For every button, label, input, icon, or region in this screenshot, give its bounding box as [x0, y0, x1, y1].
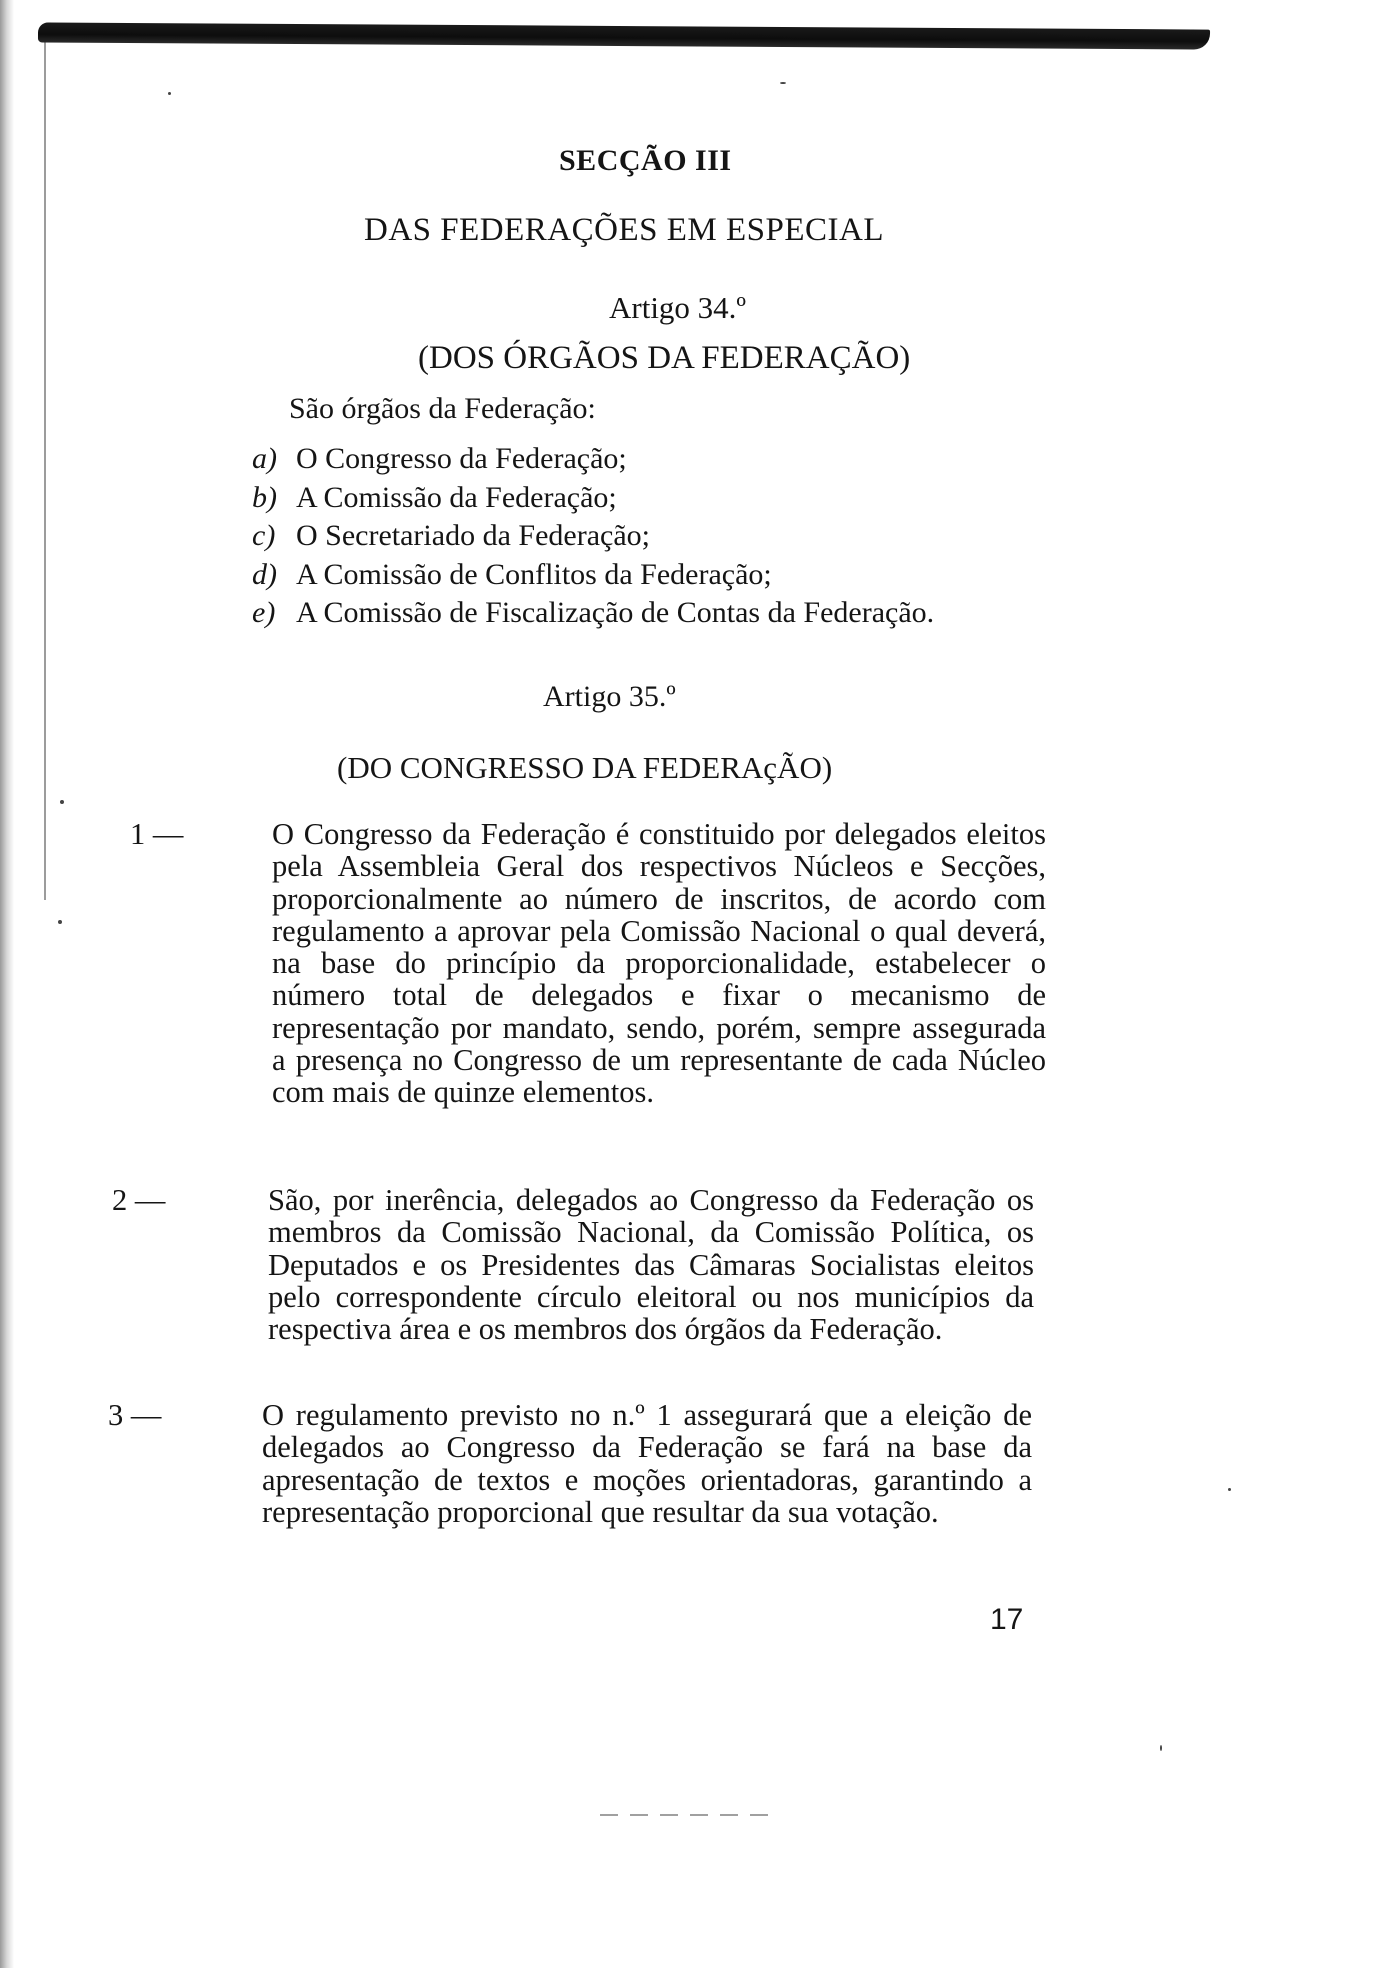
- list-item-marker: b): [252, 480, 277, 514]
- organs-list: [252, 440, 934, 633]
- list-item-text: A Comissão de Fiscalização de Contas da Federação.: [296, 596, 935, 629]
- list-item-text: A Comissão da Federação;: [296, 480, 617, 514]
- paragraph-3: [108, 1398, 1075, 1529]
- list-item-marker: a): [252, 442, 277, 475]
- list-item-text: O Congresso da Federação;: [296, 442, 627, 475]
- article-34-intro: São órgãos da Federação:: [289, 392, 596, 425]
- scan-top-dark-band: [38, 22, 1210, 49]
- list-item-marker: d): [252, 557, 277, 591]
- list-item-text: A Comissão de Conflitos da Federação;: [296, 557, 772, 591]
- paragraph-number: 1 —: [130, 817, 184, 851]
- scan-speck: [1228, 1488, 1231, 1491]
- article-35-title: Artigo 35.º: [543, 680, 676, 713]
- list-item-marker: e): [252, 596, 276, 629]
- scan-left-margin-line: [44, 40, 46, 900]
- paragraph-2: [112, 1183, 1080, 1347]
- article-34-title: Artigo 34.º: [609, 290, 747, 325]
- list-item: [252, 440, 934, 479]
- scan-speck: [780, 82, 786, 84]
- list-item: [252, 556, 934, 595]
- list-item: [252, 517, 934, 556]
- paragraph-text: O regulamento previsto no n.º 1 assegurará que a eleição de delegados ao Congresso da Federação se fará na base da apresentação de textos e moções orientadoras, garantindo a representação proporcional que resultar da sua votação.: [262, 1398, 1032, 1529]
- scan-speck: [168, 92, 171, 95]
- list-item-marker: c): [252, 519, 276, 552]
- article-35-heading: (DO CONGRESSO DA FEDERAçÃO): [337, 750, 833, 785]
- section-subtitle: DAS FEDERAÇÕES EM ESPECIAL: [364, 212, 884, 248]
- scan-speck: [1160, 1745, 1162, 1751]
- article-34-heading: (DOS ÓRGÃOS DA FEDERAÇÃO): [418, 340, 911, 376]
- scan-speck: [58, 920, 62, 924]
- paragraph-text: São, por inerência, delegados ao Congresso da Federação os membros da Comissão Nacional, da Comissão Política, os Deputados e os Presidentes das Câmaras Socialistas eleitos pelo correspondente círculo eleitoral ou nos municípios da respectiva área e os membros dos órgãos da Federação.: [268, 1183, 1034, 1347]
- list-item: [252, 594, 934, 633]
- scan-bottom-dash: [600, 1814, 780, 1816]
- paragraph-text: O Congresso da Federação é constituido por delegados eleitos pela Assembleia Geral dos respectivos Núcleos e Secções, proporcionalmente ao número de inscritos, de acordo com regulamento a aprovar pela Comissão Nacional o qual deverá, na base do princípio da proporcionalidade, estabelecer o número total de delegados e fixar o mecanismo de representação por mandato, sendo, porém, sempre assegurada a presença no Congresso de um representante de cada Núcleo com mais de quinze elementos.: [272, 817, 1046, 1110]
- scan-speck: [60, 800, 64, 804]
- section-title: SECÇÃO III: [559, 144, 732, 177]
- page-number: 17: [990, 1603, 1024, 1636]
- list-item-text: O Secretariado da Federação;: [296, 519, 650, 552]
- paragraph-1: [130, 817, 1091, 1110]
- paragraph-number: 2 —: [112, 1183, 166, 1217]
- paragraph-number: 3 —: [108, 1398, 162, 1432]
- scan-left-edge-shadow: [0, 0, 14, 1968]
- list-item: [252, 479, 934, 518]
